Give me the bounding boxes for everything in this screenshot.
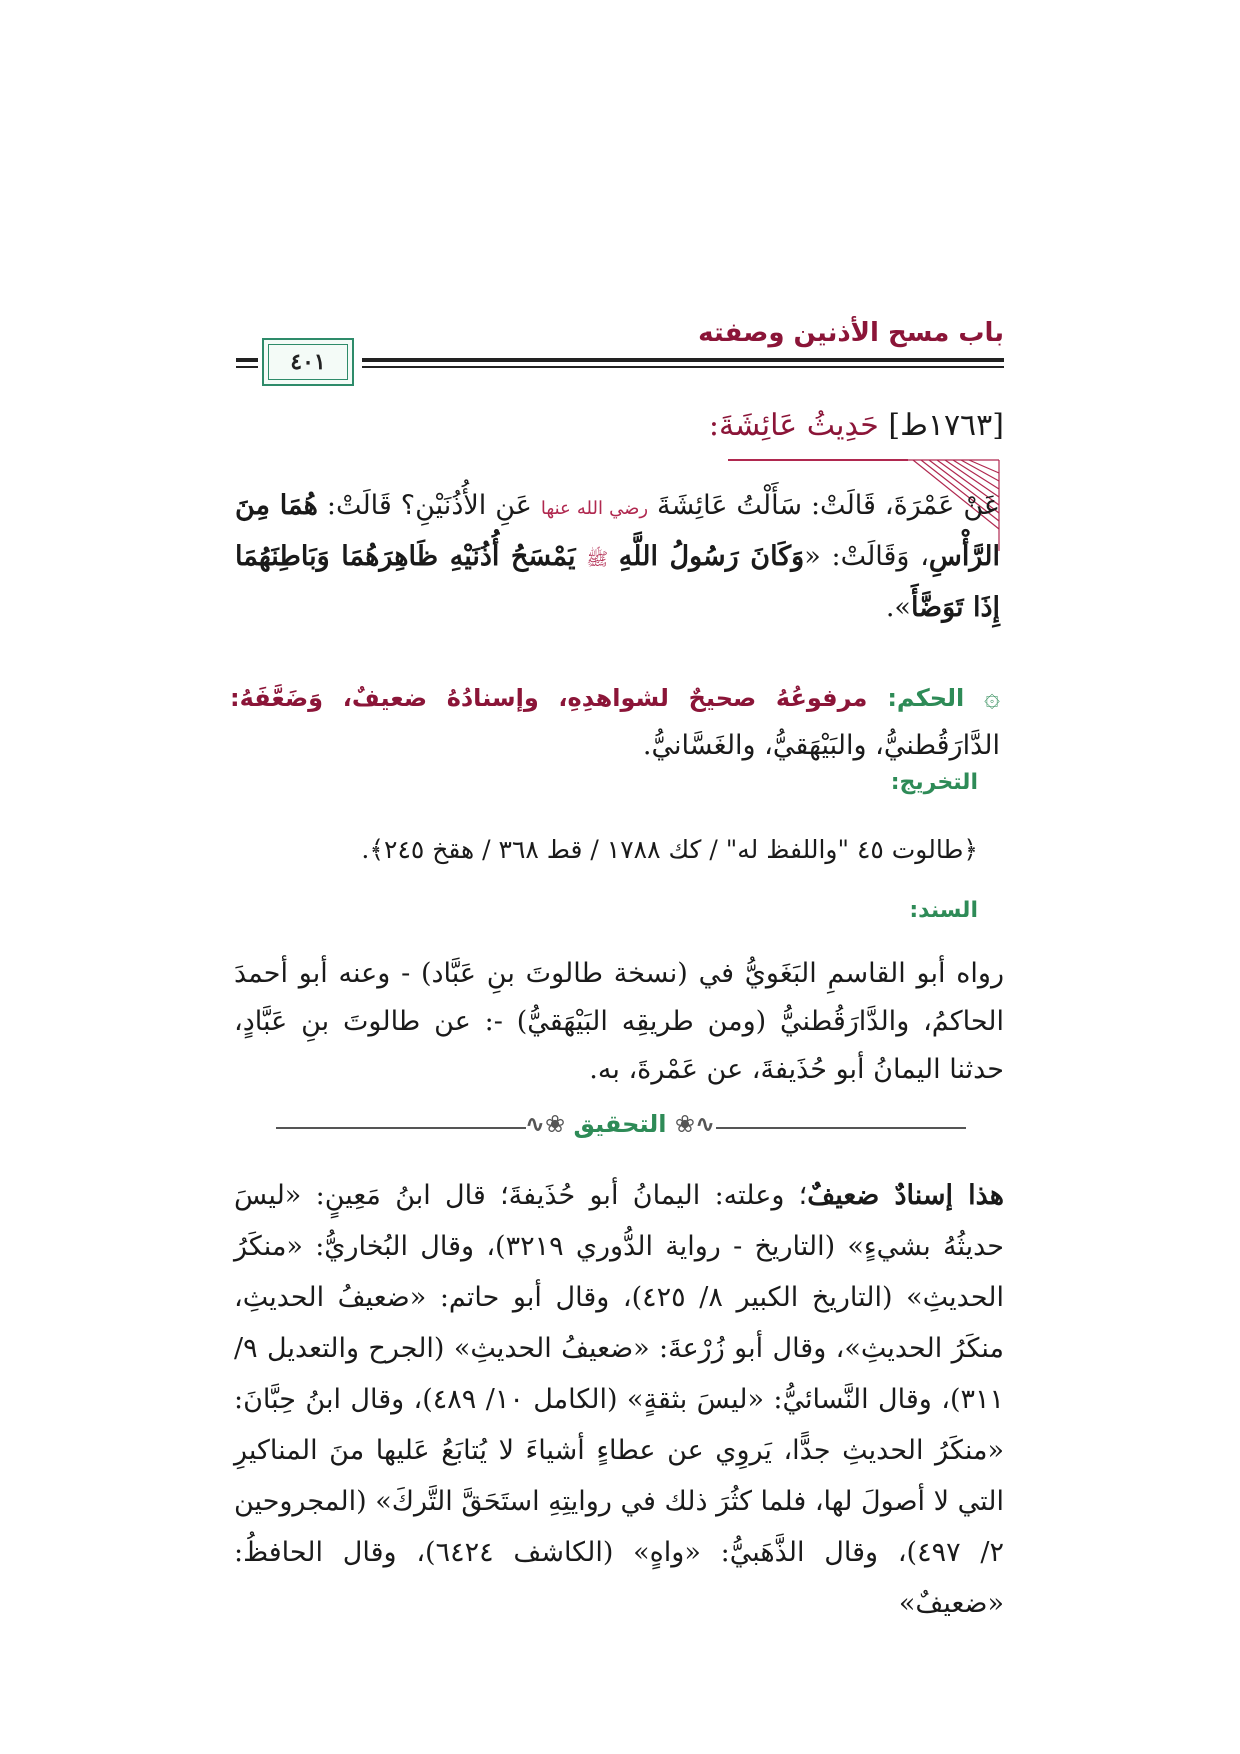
- tahqiq-title: ∿❀ التحقيق ❀∿: [524, 1110, 716, 1138]
- ruling: [230, 674, 1000, 770]
- header-rule: [362, 358, 1004, 362]
- honorific-aisha: رضي الله عنها: [540, 498, 649, 519]
- ruling-verdict: مرفوعُهُ صحيحٌ لشواهدِهِ، وإسنادُهُ ضعيفٌ، وَضَعَّفَهُ:: [230, 684, 868, 712]
- hadith-text: [235, 482, 1000, 632]
- tahqiq-intro: هذا إسنادٌ ضعيفٌ: [807, 1180, 1004, 1211]
- header-rule-left: [236, 358, 258, 362]
- matn-part: عَنْ عَمْرَةَ، قَالَتْ: سَأَلْتُ عَائِشَةَ: [657, 490, 1000, 521]
- matn-part: ، وَقَالَتْ: «: [804, 541, 929, 572]
- hadith-heading: [709, 408, 1004, 443]
- matn-bold: يَمْسَحُ أُذُنَيْهِ ظَاهِرَهُمَا وَبَاطِنَهُمَا إِذَا تَوَضَّأَ: [235, 541, 1000, 623]
- matn-part: عَنِ الأُذُنَيْنِ؟ قَالَتْ:: [326, 490, 532, 521]
- sanad-title: السند:: [909, 898, 978, 923]
- chapter-title: باب مسح الأذنين وصفته: [698, 318, 1004, 348]
- header-rule-left-thin: [236, 366, 258, 368]
- tahqiq-title-text: التحقيق: [573, 1110, 667, 1138]
- page-number: ٤٠١: [290, 349, 326, 375]
- hadith-title: حَدِيثُ عَائِشَةَ:: [708, 408, 879, 443]
- matn-bold: هُمَا مِنَ الرَّأْسِ: [235, 490, 1001, 572]
- matn-bold: وَكَانَ رَسُولُ اللَّهِ: [618, 541, 805, 572]
- page-number-badge: [262, 338, 354, 386]
- tahqiq-text: [234, 1170, 1004, 1629]
- accent-line: [728, 459, 908, 461]
- tahqiq-body: ؛ وعلته: اليمانُ أبو حُذَيفةَ؛ قال ابنُ مَعِينٍ: «ليسَ حديثُهُ بشيءٍ» (التاريخ - رواية الدُّوري ٣٢١٩)، وقال البُخاريُّ: «منكَرُ الحديثِ» (التاريخ الكبير ٨/ ٤٢٥)، وقال أبو حاتم: «ضعيفُ الحديثِ، منكَرُ الحديثِ»، وقال أبو زُرْعةَ: «ضعيفُ الحديثِ» (الجرح والتعديل ٩/ ٣١١)، وقال النَّسائيُّ: «ليسَ بثقةٍ» (الكامل ١٠/ ٤٨٩)، وقال ابنُ حِبَّانَ: «منكَرُ الحديثِ جدًّا، يَروِي عن عطاءٍ أشياءَ لا يُتابَعُ عَليها منَ المناكيرِ التي لا أصولَ لها، فلما كثُرَ ذلك في روايتِهِ استَحَقَّ التَّركَ» (المجروحين ٢/ ٤٩٧)، وقال الذَّهَبيُّ: «واهٍ» (الكاشف ٦٤٢٤)، وقال الحافظُ: «ضعيفٌ»: [234, 1180, 1005, 1619]
- ornament-icon: ۞: [984, 682, 1000, 713]
- honorific-prophet: ﷺ: [586, 549, 609, 570]
- matn-part: ».: [885, 592, 911, 623]
- ruling-label: الحكم:: [887, 684, 965, 712]
- ruling-authorities: الدَّارَقُطنيُّ، والبَيْهَقيُّ، والغَسَّانيُّ.: [642, 730, 1000, 761]
- hadith-number: [١٧٦٣ط]: [888, 408, 1004, 443]
- takhrij-title: التخريج:: [890, 770, 978, 795]
- takhrij-text: ﴿طالوت ٤٥ "واللفظ له" / كك ١٧٨٨ / قط ٣٦٨ / هقخ ٢٤٥﴾.: [361, 835, 978, 864]
- header-rule-thin: [362, 366, 1004, 368]
- sanad-text: رواه أبو القاسمِ البَغَويُّ في (نسخة طالوتَ بنِ عَبَّاد) - وعنه أبو أحمدَ الحاكمُ، والدَّارَقُطنيُّ (ومن طريقِه البَيْهَقيُّ) -: عن طالوتَ بنِ عَبَّادٍ، حدثنا اليمانُ أبو حُذَيفةَ، عن عَمْرةَ، به.: [234, 958, 1004, 1085]
